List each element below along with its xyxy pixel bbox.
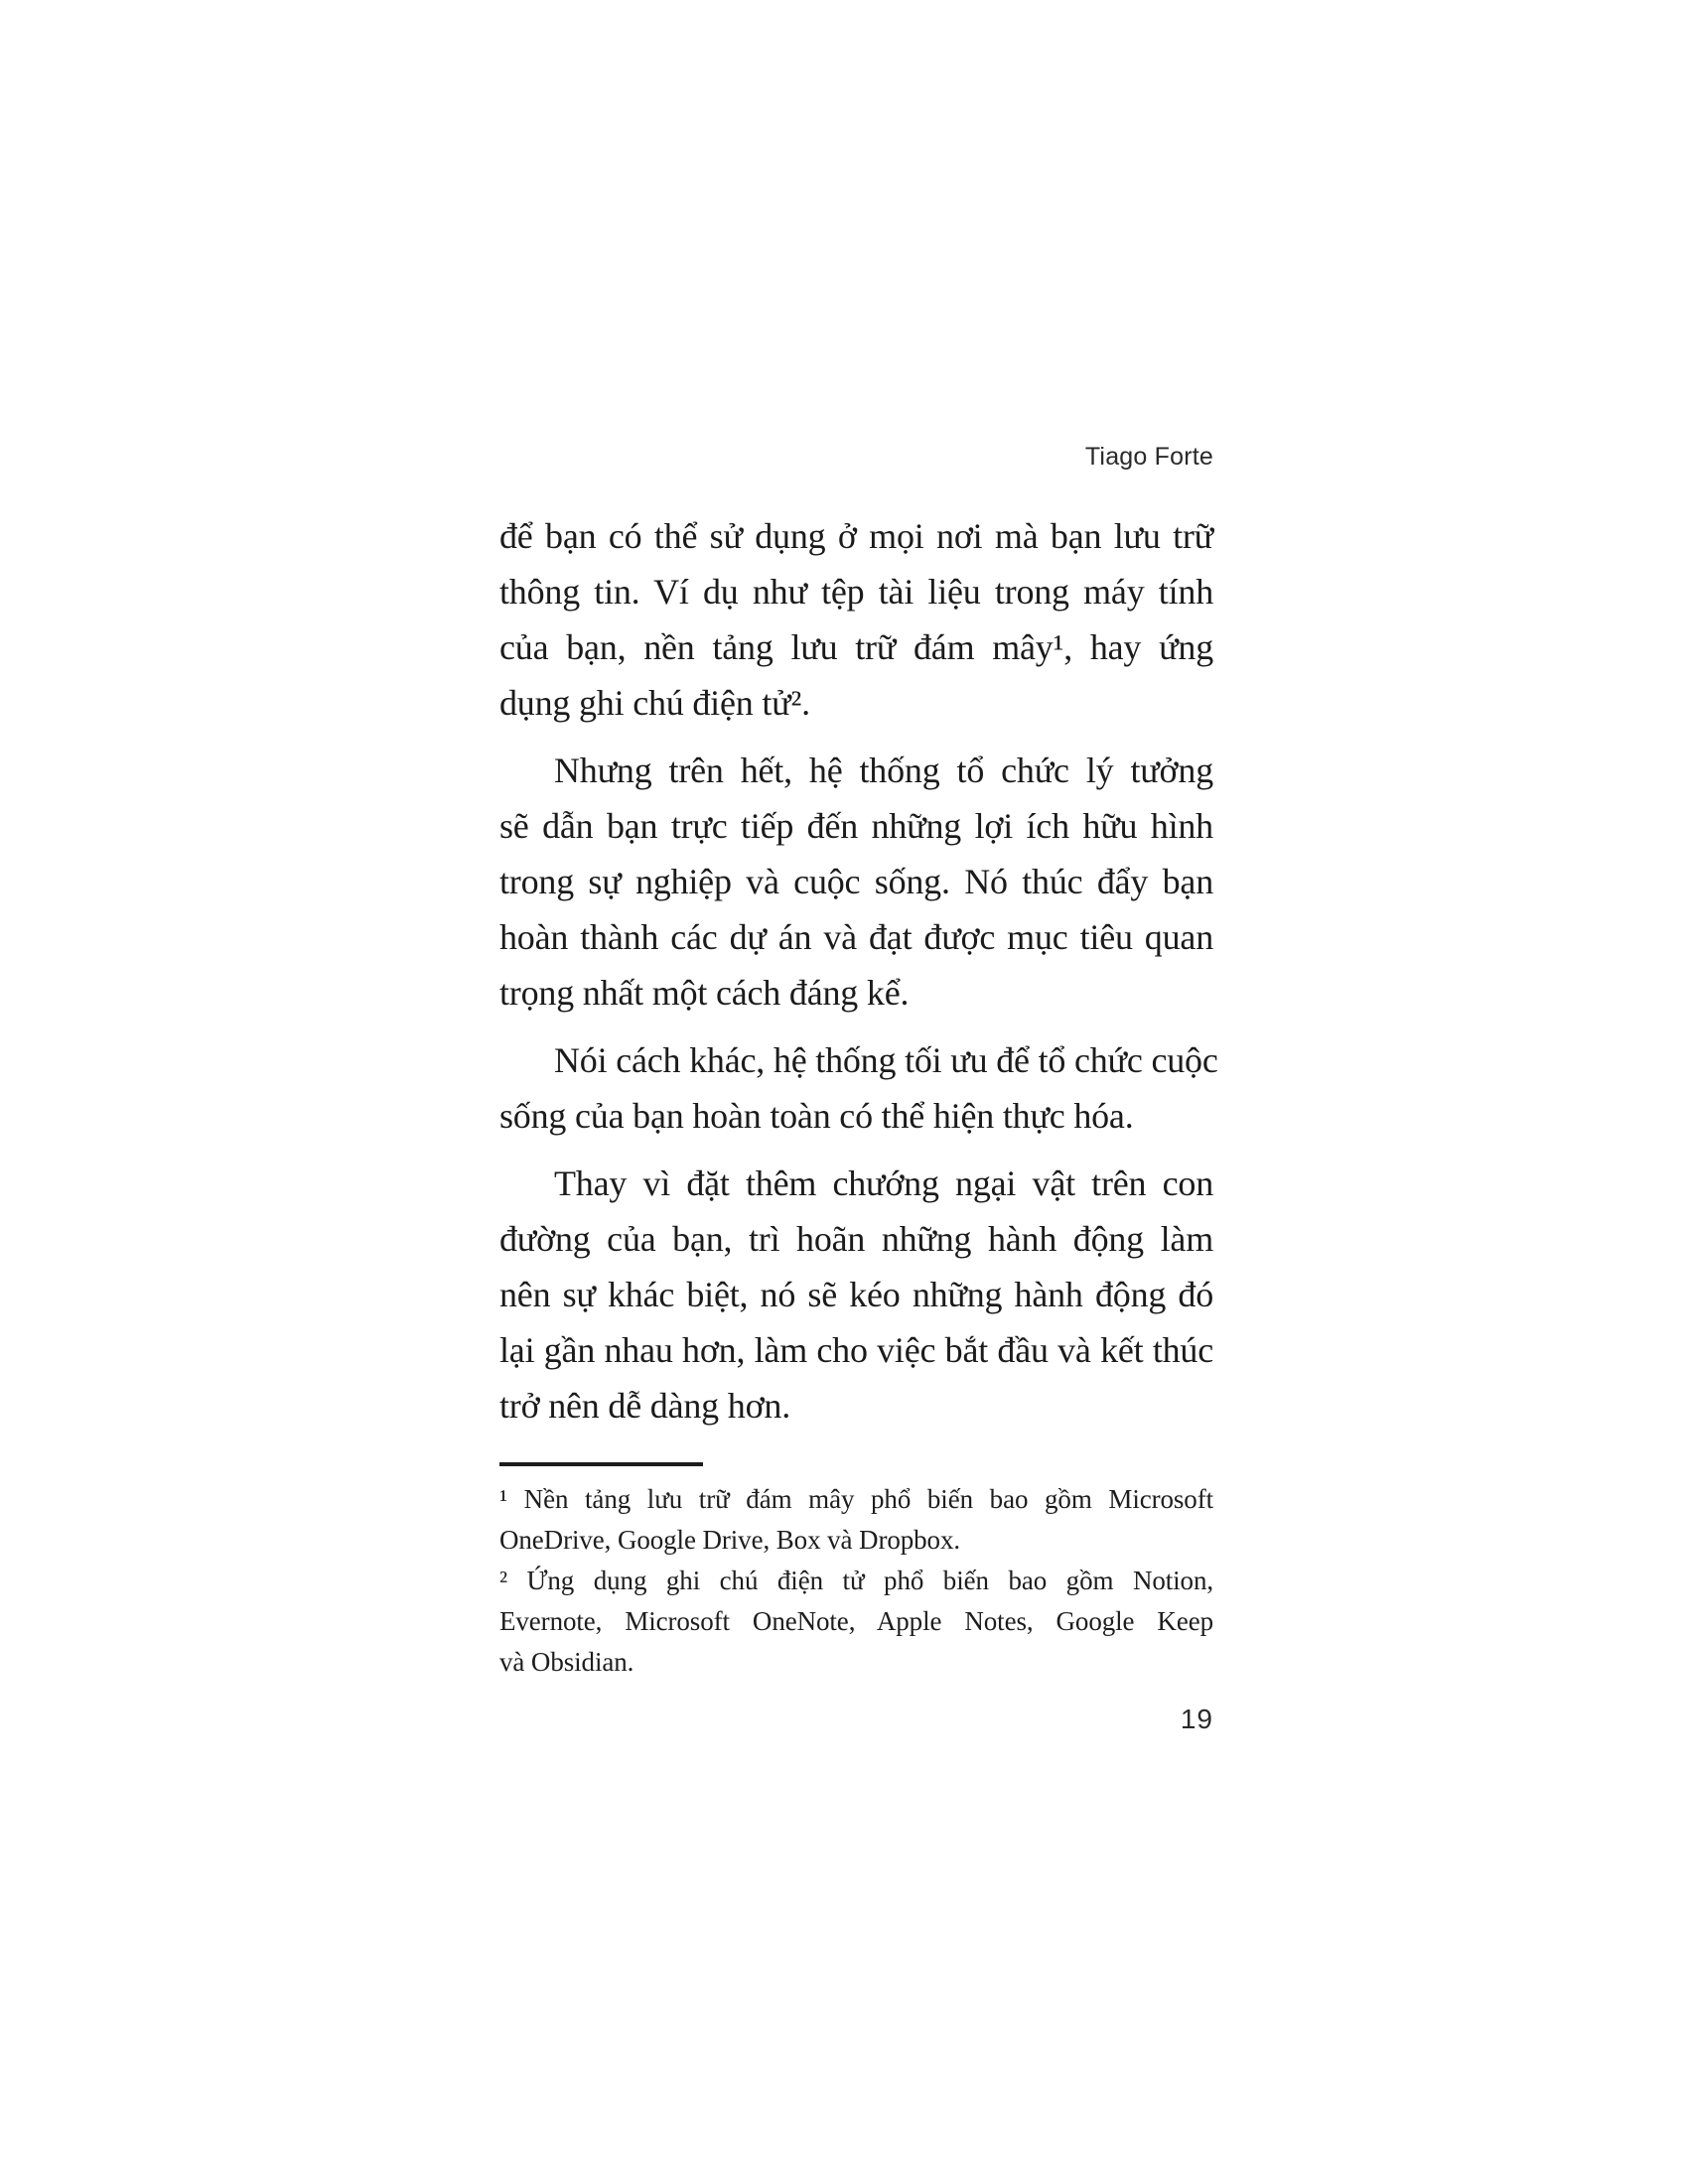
footnote-line: ² Ứng dụng ghi chú điện tử phổ biến bao gồm Notion, [499, 1566, 1213, 1595]
footnote-line: ¹ Nền tảng lưu trữ đám mây phổ biến bao gồm Microsoft [499, 1484, 1213, 1514]
footnote-line: OneDrive, Google Drive, Box và Dropbox. [499, 1525, 960, 1555]
body-line: Nói cách khác, hệ thống tối ưu để tổ chức cuộc [554, 1040, 1218, 1080]
paragraph [499, 743, 1213, 1021]
paragraph [499, 1156, 1213, 1433]
text-column [499, 0, 1218, 2184]
running-header-author: Tiago Forte [1084, 443, 1213, 471]
body-line: nên sự khác biệt, nó sẽ kéo những hành động đó [499, 1275, 1213, 1314]
footnote-separator-rule [499, 1462, 703, 1466]
body-line: Nhưng trên hết, hệ thống tổ chức lý tưởng [554, 751, 1213, 790]
body-line: trong sự nghiệp và cuộc sống. Nó thúc đẩy bạn [499, 862, 1213, 901]
body-line: thông tin. Ví dụ như tệp tài liệu trong máy tính [499, 572, 1213, 612]
body-text [499, 508, 1218, 1445]
paragraph [499, 1032, 1218, 1144]
body-line: trở nên dễ dàng hơn. [499, 1386, 791, 1426]
body-line: hoàn thành các dự án và đạt được mục tiêu quan [499, 917, 1213, 957]
body-line: của bạn, nền tảng lưu trữ đám mây¹, hay ứng [499, 627, 1213, 667]
body-line: sẽ dẫn bạn trực tiếp đến những lợi ích hữu hình [499, 806, 1213, 846]
body-line: dụng ghi chú điện tử². [499, 683, 810, 723]
page-number: 19 [1180, 1704, 1213, 1734]
footnote [499, 1561, 1213, 1683]
body-line: đường của bạn, trì hoãn những hành động làm [499, 1219, 1213, 1259]
footnote [499, 1479, 1213, 1561]
body-line: để bạn có thể sử dụng ở mọi nơi mà bạn lưu trữ [499, 516, 1213, 556]
footnote-line: và Obsidian. [499, 1647, 634, 1677]
body-line: trọng nhất một cách đáng kể. [499, 973, 910, 1013]
paragraph [499, 508, 1213, 731]
body-line: sống của bạn hoàn toàn có thể hiện thực hóa. [499, 1096, 1134, 1136]
footnote-line: Evernote, Microsoft OneNote, Apple Notes, Google Keep [499, 1606, 1213, 1636]
footnotes [499, 1479, 1213, 1683]
body-line: Thay vì đặt thêm chướng ngại vật trên con [554, 1163, 1213, 1203]
body-line: lại gần nhau hơn, làm cho việc bắt đầu và kết thúc [499, 1330, 1213, 1370]
